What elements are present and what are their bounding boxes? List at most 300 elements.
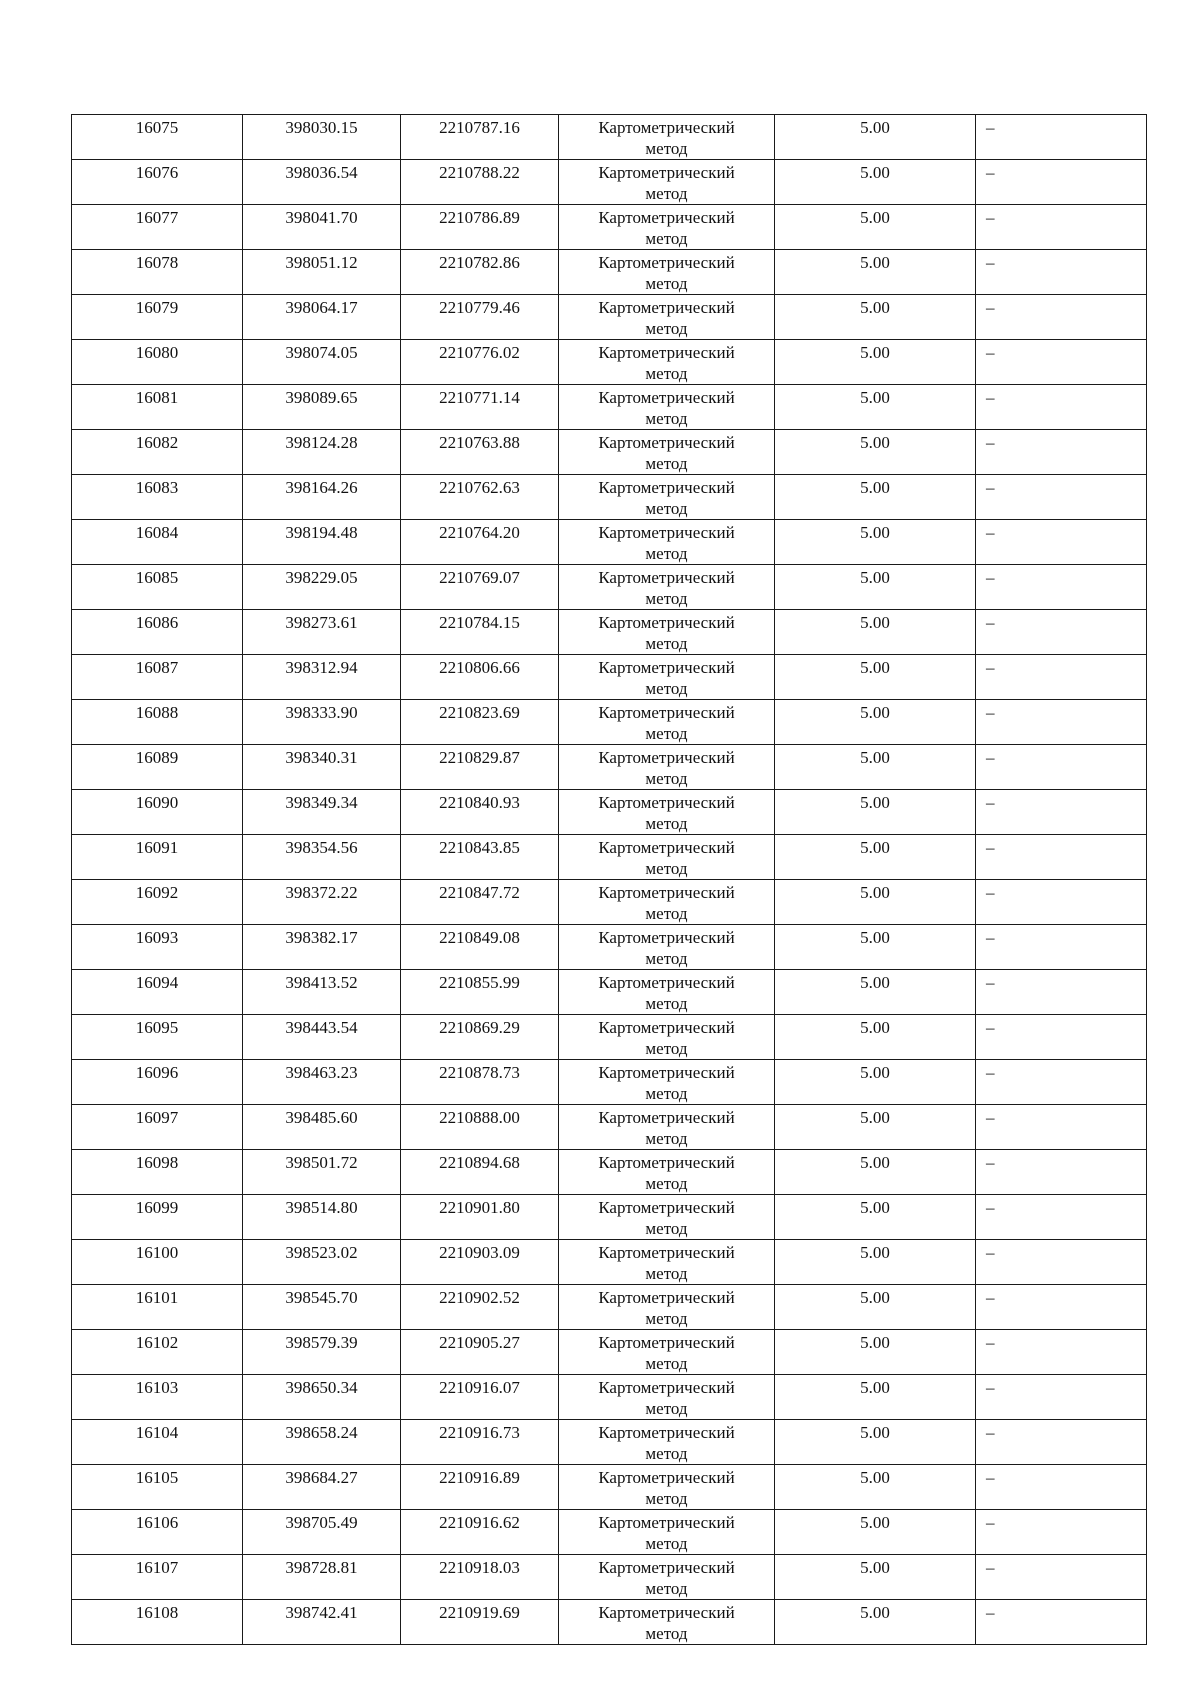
note-cell: – xyxy=(976,1015,1147,1060)
table-row xyxy=(72,1555,1147,1600)
method-line1: Картометрический xyxy=(598,928,735,947)
accuracy-cell: 5.00 xyxy=(775,1465,976,1510)
y-coordinate-cell: 2210894.68 xyxy=(401,1150,559,1195)
table-row xyxy=(72,1600,1147,1645)
note-cell: – xyxy=(976,655,1147,700)
method-line1: Картометрический xyxy=(598,883,735,902)
accuracy-cell: 5.00 xyxy=(775,1060,976,1105)
y-coordinate-cell: 2210902.52 xyxy=(401,1285,559,1330)
method-line2: метод xyxy=(645,814,688,833)
method-cell xyxy=(559,1465,775,1510)
point-number-cell: 16078 xyxy=(72,250,243,295)
x-coordinate-cell: 398705.49 xyxy=(243,1510,401,1555)
y-coordinate-cell: 2210847.72 xyxy=(401,880,559,925)
accuracy-cell: 5.00 xyxy=(775,1375,976,1420)
accuracy-cell: 5.00 xyxy=(775,205,976,250)
accuracy-cell: 5.00 xyxy=(775,1195,976,1240)
coordinates-table xyxy=(71,114,1147,1645)
y-coordinate-cell: 2210849.08 xyxy=(401,925,559,970)
point-number-cell: 16087 xyxy=(72,655,243,700)
method-cell xyxy=(559,745,775,790)
x-coordinate-cell: 398041.70 xyxy=(243,205,401,250)
method-line2: метод xyxy=(645,1624,688,1643)
method-line2: метод xyxy=(645,1489,688,1508)
method-line2: метод xyxy=(645,1309,688,1328)
note-cell: – xyxy=(976,880,1147,925)
point-number-cell: 16081 xyxy=(72,385,243,430)
table-row xyxy=(72,700,1147,745)
x-coordinate-cell: 398372.22 xyxy=(243,880,401,925)
table-row xyxy=(72,655,1147,700)
y-coordinate-cell: 2210901.80 xyxy=(401,1195,559,1240)
x-coordinate-cell: 398312.94 xyxy=(243,655,401,700)
method-line1: Картометрический xyxy=(598,703,735,722)
x-coordinate-cell: 398051.12 xyxy=(243,250,401,295)
y-coordinate-cell: 2210806.66 xyxy=(401,655,559,700)
y-coordinate-cell: 2210843.85 xyxy=(401,835,559,880)
note-cell: – xyxy=(976,520,1147,565)
point-number-cell: 16084 xyxy=(72,520,243,565)
method-line2: метод xyxy=(645,454,688,473)
point-number-cell: 16086 xyxy=(72,610,243,655)
table-row xyxy=(72,1195,1147,1240)
note-cell: – xyxy=(976,1330,1147,1375)
table-row xyxy=(72,385,1147,430)
method-cell xyxy=(559,160,775,205)
accuracy-cell: 5.00 xyxy=(775,880,976,925)
method-cell xyxy=(559,1195,775,1240)
x-coordinate-cell: 398194.48 xyxy=(243,520,401,565)
table-row xyxy=(72,295,1147,340)
y-coordinate-cell: 2210888.00 xyxy=(401,1105,559,1150)
method-cell xyxy=(559,1600,775,1645)
table-row xyxy=(72,205,1147,250)
method-cell xyxy=(559,1330,775,1375)
x-coordinate-cell: 398074.05 xyxy=(243,340,401,385)
note-cell: – xyxy=(976,565,1147,610)
y-coordinate-cell: 2210787.16 xyxy=(401,115,559,160)
accuracy-cell: 5.00 xyxy=(775,745,976,790)
x-coordinate-cell: 398036.54 xyxy=(243,160,401,205)
point-number-cell: 16097 xyxy=(72,1105,243,1150)
method-cell xyxy=(559,655,775,700)
method-line1: Картометрический xyxy=(598,1243,735,1262)
table-row xyxy=(72,610,1147,655)
method-line1: Картометрический xyxy=(598,118,735,137)
x-coordinate-cell: 398064.17 xyxy=(243,295,401,340)
note-cell: – xyxy=(976,1465,1147,1510)
table-row xyxy=(72,565,1147,610)
table-row xyxy=(72,115,1147,160)
accuracy-cell: 5.00 xyxy=(775,1510,976,1555)
accuracy-cell: 5.00 xyxy=(775,385,976,430)
note-cell: – xyxy=(976,1195,1147,1240)
x-coordinate-cell: 398273.61 xyxy=(243,610,401,655)
table-row xyxy=(72,1465,1147,1510)
y-coordinate-cell: 2210905.27 xyxy=(401,1330,559,1375)
accuracy-cell: 5.00 xyxy=(775,655,976,700)
y-coordinate-cell: 2210764.20 xyxy=(401,520,559,565)
point-number-cell: 16095 xyxy=(72,1015,243,1060)
table-row xyxy=(72,1015,1147,1060)
method-cell xyxy=(559,1240,775,1285)
method-line1: Картометрический xyxy=(598,793,735,812)
table-row xyxy=(72,1105,1147,1150)
accuracy-cell: 5.00 xyxy=(775,295,976,340)
method-line1: Картометрический xyxy=(598,433,735,452)
table-row xyxy=(72,250,1147,295)
point-number-cell: 16075 xyxy=(72,115,243,160)
x-coordinate-cell: 398333.90 xyxy=(243,700,401,745)
note-cell: – xyxy=(976,295,1147,340)
method-line1: Картометрический xyxy=(598,748,735,767)
method-line2: метод xyxy=(645,1534,688,1553)
y-coordinate-cell: 2210840.93 xyxy=(401,790,559,835)
note-cell: – xyxy=(976,610,1147,655)
method-cell xyxy=(559,385,775,430)
method-line1: Картометрический xyxy=(598,298,735,317)
table-row xyxy=(72,1330,1147,1375)
x-coordinate-cell: 398349.34 xyxy=(243,790,401,835)
point-number-cell: 16103 xyxy=(72,1375,243,1420)
method-line1: Картометрический xyxy=(598,1558,735,1577)
y-coordinate-cell: 2210878.73 xyxy=(401,1060,559,1105)
accuracy-cell: 5.00 xyxy=(775,430,976,475)
method-cell xyxy=(559,610,775,655)
note-cell: – xyxy=(976,160,1147,205)
method-line1: Картометрический xyxy=(598,973,735,992)
method-line2: метод xyxy=(645,1084,688,1103)
method-line2: метод xyxy=(645,1444,688,1463)
x-coordinate-cell: 398164.26 xyxy=(243,475,401,520)
method-line1: Картометрический xyxy=(598,1108,735,1127)
note-cell: – xyxy=(976,1600,1147,1645)
y-coordinate-cell: 2210779.46 xyxy=(401,295,559,340)
y-coordinate-cell: 2210916.89 xyxy=(401,1465,559,1510)
table-row xyxy=(72,1420,1147,1465)
point-number-cell: 16077 xyxy=(72,205,243,250)
table-row xyxy=(72,520,1147,565)
method-cell xyxy=(559,565,775,610)
method-cell xyxy=(559,1375,775,1420)
method-line1: Картометрический xyxy=(598,838,735,857)
method-line2: метод xyxy=(645,274,688,293)
method-cell xyxy=(559,1420,775,1465)
point-number-cell: 16089 xyxy=(72,745,243,790)
method-line1: Картометрический xyxy=(598,1333,735,1352)
note-cell: – xyxy=(976,1105,1147,1150)
method-line2: метод xyxy=(645,994,688,1013)
accuracy-cell: 5.00 xyxy=(775,835,976,880)
method-line1: Картометрический xyxy=(598,568,735,587)
x-coordinate-cell: 398413.52 xyxy=(243,970,401,1015)
method-cell xyxy=(559,835,775,880)
point-number-cell: 16092 xyxy=(72,880,243,925)
y-coordinate-cell: 2210916.07 xyxy=(401,1375,559,1420)
note-cell: – xyxy=(976,1285,1147,1330)
method-cell xyxy=(559,970,775,1015)
note-cell: – xyxy=(976,1240,1147,1285)
x-coordinate-cell: 398514.80 xyxy=(243,1195,401,1240)
method-cell xyxy=(559,295,775,340)
x-coordinate-cell: 398485.60 xyxy=(243,1105,401,1150)
point-number-cell: 16076 xyxy=(72,160,243,205)
method-line1: Картометрический xyxy=(598,208,735,227)
x-coordinate-cell: 398684.27 xyxy=(243,1465,401,1510)
method-cell xyxy=(559,1285,775,1330)
point-number-cell: 16106 xyxy=(72,1510,243,1555)
method-line2: метод xyxy=(645,769,688,788)
method-cell xyxy=(559,430,775,475)
method-line1: Картометрический xyxy=(598,523,735,542)
accuracy-cell: 5.00 xyxy=(775,160,976,205)
method-cell xyxy=(559,1015,775,1060)
table-row xyxy=(72,925,1147,970)
y-coordinate-cell: 2210916.62 xyxy=(401,1510,559,1555)
accuracy-cell: 5.00 xyxy=(775,250,976,295)
method-line2: метод xyxy=(645,634,688,653)
method-cell xyxy=(559,475,775,520)
point-number-cell: 16099 xyxy=(72,1195,243,1240)
y-coordinate-cell: 2210823.69 xyxy=(401,700,559,745)
point-number-cell: 16085 xyxy=(72,565,243,610)
method-line2: метод xyxy=(645,679,688,698)
method-line2: метод xyxy=(645,724,688,743)
y-coordinate-cell: 2210829.87 xyxy=(401,745,559,790)
method-line2: метод xyxy=(645,229,688,248)
point-number-cell: 16096 xyxy=(72,1060,243,1105)
y-coordinate-cell: 2210776.02 xyxy=(401,340,559,385)
y-coordinate-cell: 2210769.07 xyxy=(401,565,559,610)
x-coordinate-cell: 398742.41 xyxy=(243,1600,401,1645)
note-cell: – xyxy=(976,700,1147,745)
method-cell xyxy=(559,250,775,295)
accuracy-cell: 5.00 xyxy=(775,1015,976,1060)
y-coordinate-cell: 2210916.73 xyxy=(401,1420,559,1465)
point-number-cell: 16083 xyxy=(72,475,243,520)
point-number-cell: 16102 xyxy=(72,1330,243,1375)
table-row xyxy=(72,880,1147,925)
accuracy-cell: 5.00 xyxy=(775,925,976,970)
accuracy-cell: 5.00 xyxy=(775,565,976,610)
accuracy-cell: 5.00 xyxy=(775,1150,976,1195)
point-number-cell: 16090 xyxy=(72,790,243,835)
method-line2: метод xyxy=(645,949,688,968)
x-coordinate-cell: 398658.24 xyxy=(243,1420,401,1465)
note-cell: – xyxy=(976,1060,1147,1105)
point-number-cell: 16094 xyxy=(72,970,243,1015)
point-number-cell: 16088 xyxy=(72,700,243,745)
x-coordinate-cell: 398443.54 xyxy=(243,1015,401,1060)
point-number-cell: 16093 xyxy=(72,925,243,970)
accuracy-cell: 5.00 xyxy=(775,1420,976,1465)
method-line1: Картометрический xyxy=(598,1378,735,1397)
y-coordinate-cell: 2210869.29 xyxy=(401,1015,559,1060)
method-line1: Картометрический xyxy=(598,388,735,407)
x-coordinate-cell: 398229.05 xyxy=(243,565,401,610)
point-number-cell: 16079 xyxy=(72,295,243,340)
x-coordinate-cell: 398382.17 xyxy=(243,925,401,970)
point-number-cell: 16091 xyxy=(72,835,243,880)
x-coordinate-cell: 398124.28 xyxy=(243,430,401,475)
method-cell xyxy=(559,790,775,835)
note-cell: – xyxy=(976,430,1147,475)
method-line2: метод xyxy=(645,1129,688,1148)
note-cell: – xyxy=(976,250,1147,295)
note-cell: – xyxy=(976,115,1147,160)
method-line2: метод xyxy=(645,904,688,923)
accuracy-cell: 5.00 xyxy=(775,790,976,835)
method-cell xyxy=(559,1150,775,1195)
method-cell xyxy=(559,880,775,925)
y-coordinate-cell: 2210762.63 xyxy=(401,475,559,520)
method-line1: Картометрический xyxy=(598,1513,735,1532)
accuracy-cell: 5.00 xyxy=(775,1330,976,1375)
method-cell xyxy=(559,925,775,970)
method-cell xyxy=(559,205,775,250)
method-line1: Картометрический xyxy=(598,613,735,632)
accuracy-cell: 5.00 xyxy=(775,1105,976,1150)
note-cell: – xyxy=(976,790,1147,835)
x-coordinate-cell: 398579.39 xyxy=(243,1330,401,1375)
note-cell: – xyxy=(976,1375,1147,1420)
method-cell xyxy=(559,520,775,565)
note-cell: – xyxy=(976,340,1147,385)
method-line1: Картометрический xyxy=(598,1603,735,1622)
y-coordinate-cell: 2210771.14 xyxy=(401,385,559,430)
point-number-cell: 16101 xyxy=(72,1285,243,1330)
point-number-cell: 16108 xyxy=(72,1600,243,1645)
y-coordinate-cell: 2210784.15 xyxy=(401,610,559,655)
table-row xyxy=(72,1285,1147,1330)
y-coordinate-cell: 2210919.69 xyxy=(401,1600,559,1645)
note-cell: – xyxy=(976,835,1147,880)
table-row xyxy=(72,430,1147,475)
method-line2: метод xyxy=(645,544,688,563)
method-cell xyxy=(559,1105,775,1150)
note-cell: – xyxy=(976,1150,1147,1195)
point-number-cell: 16098 xyxy=(72,1150,243,1195)
method-cell xyxy=(559,340,775,385)
method-line2: метод xyxy=(645,364,688,383)
point-number-cell: 16080 xyxy=(72,340,243,385)
method-line1: Картометрический xyxy=(598,1468,735,1487)
accuracy-cell: 5.00 xyxy=(775,1600,976,1645)
method-line2: метод xyxy=(645,1219,688,1238)
x-coordinate-cell: 398030.15 xyxy=(243,115,401,160)
table-row xyxy=(72,1375,1147,1420)
accuracy-cell: 5.00 xyxy=(775,610,976,655)
note-cell: – xyxy=(976,475,1147,520)
point-number-cell: 16082 xyxy=(72,430,243,475)
point-number-cell: 16104 xyxy=(72,1420,243,1465)
method-line1: Картометрический xyxy=(598,1288,735,1307)
x-coordinate-cell: 398463.23 xyxy=(243,1060,401,1105)
method-line1: Картометрический xyxy=(598,253,735,272)
accuracy-cell: 5.00 xyxy=(775,475,976,520)
note-cell: – xyxy=(976,970,1147,1015)
y-coordinate-cell: 2210782.86 xyxy=(401,250,559,295)
note-cell: – xyxy=(976,1555,1147,1600)
method-line1: Картометрический xyxy=(598,163,735,182)
note-cell: – xyxy=(976,1420,1147,1465)
x-coordinate-cell: 398523.02 xyxy=(243,1240,401,1285)
table-row xyxy=(72,1060,1147,1105)
x-coordinate-cell: 398340.31 xyxy=(243,745,401,790)
note-cell: – xyxy=(976,385,1147,430)
table-row xyxy=(72,160,1147,205)
x-coordinate-cell: 398545.70 xyxy=(243,1285,401,1330)
method-line2: метод xyxy=(645,1399,688,1418)
method-line2: метод xyxy=(645,1579,688,1598)
point-number-cell: 16100 xyxy=(72,1240,243,1285)
method-line2: метод xyxy=(645,1264,688,1283)
x-coordinate-cell: 398354.56 xyxy=(243,835,401,880)
table-row xyxy=(72,1510,1147,1555)
method-line2: метод xyxy=(645,409,688,428)
method-line1: Картометрический xyxy=(598,1423,735,1442)
table-row xyxy=(72,475,1147,520)
note-cell: – xyxy=(976,925,1147,970)
note-cell: – xyxy=(976,205,1147,250)
method-line2: метод xyxy=(645,319,688,338)
coordinates-table-body xyxy=(72,115,1147,1645)
note-cell: – xyxy=(976,745,1147,790)
accuracy-cell: 5.00 xyxy=(775,115,976,160)
method-line1: Картометрический xyxy=(598,478,735,497)
method-line2: метод xyxy=(645,859,688,878)
note-cell: – xyxy=(976,1510,1147,1555)
y-coordinate-cell: 2210918.03 xyxy=(401,1555,559,1600)
method-cell xyxy=(559,1060,775,1105)
method-cell xyxy=(559,115,775,160)
accuracy-cell: 5.00 xyxy=(775,520,976,565)
x-coordinate-cell: 398089.65 xyxy=(243,385,401,430)
method-line2: метод xyxy=(645,1354,688,1373)
point-number-cell: 16107 xyxy=(72,1555,243,1600)
y-coordinate-cell: 2210786.89 xyxy=(401,205,559,250)
accuracy-cell: 5.00 xyxy=(775,700,976,745)
method-line1: Картометрический xyxy=(598,1153,735,1172)
accuracy-cell: 5.00 xyxy=(775,1285,976,1330)
table-row xyxy=(72,745,1147,790)
y-coordinate-cell: 2210788.22 xyxy=(401,160,559,205)
method-line2: метод xyxy=(645,1174,688,1193)
accuracy-cell: 5.00 xyxy=(775,970,976,1015)
method-line2: метод xyxy=(645,1039,688,1058)
method-line1: Картометрический xyxy=(598,343,735,362)
x-coordinate-cell: 398501.72 xyxy=(243,1150,401,1195)
method-line1: Картометрический xyxy=(598,1018,735,1037)
table-row xyxy=(72,790,1147,835)
method-cell xyxy=(559,1510,775,1555)
table-row xyxy=(72,970,1147,1015)
method-cell xyxy=(559,1555,775,1600)
table-row xyxy=(72,1240,1147,1285)
method-cell xyxy=(559,700,775,745)
x-coordinate-cell: 398728.81 xyxy=(243,1555,401,1600)
y-coordinate-cell: 2210763.88 xyxy=(401,430,559,475)
method-line1: Картометрический xyxy=(598,1063,735,1082)
y-coordinate-cell: 2210903.09 xyxy=(401,1240,559,1285)
accuracy-cell: 5.00 xyxy=(775,1555,976,1600)
point-number-cell: 16105 xyxy=(72,1465,243,1510)
table-row xyxy=(72,835,1147,880)
accuracy-cell: 5.00 xyxy=(775,340,976,385)
x-coordinate-cell: 398650.34 xyxy=(243,1375,401,1420)
table-row xyxy=(72,1150,1147,1195)
method-line2: метод xyxy=(645,499,688,518)
